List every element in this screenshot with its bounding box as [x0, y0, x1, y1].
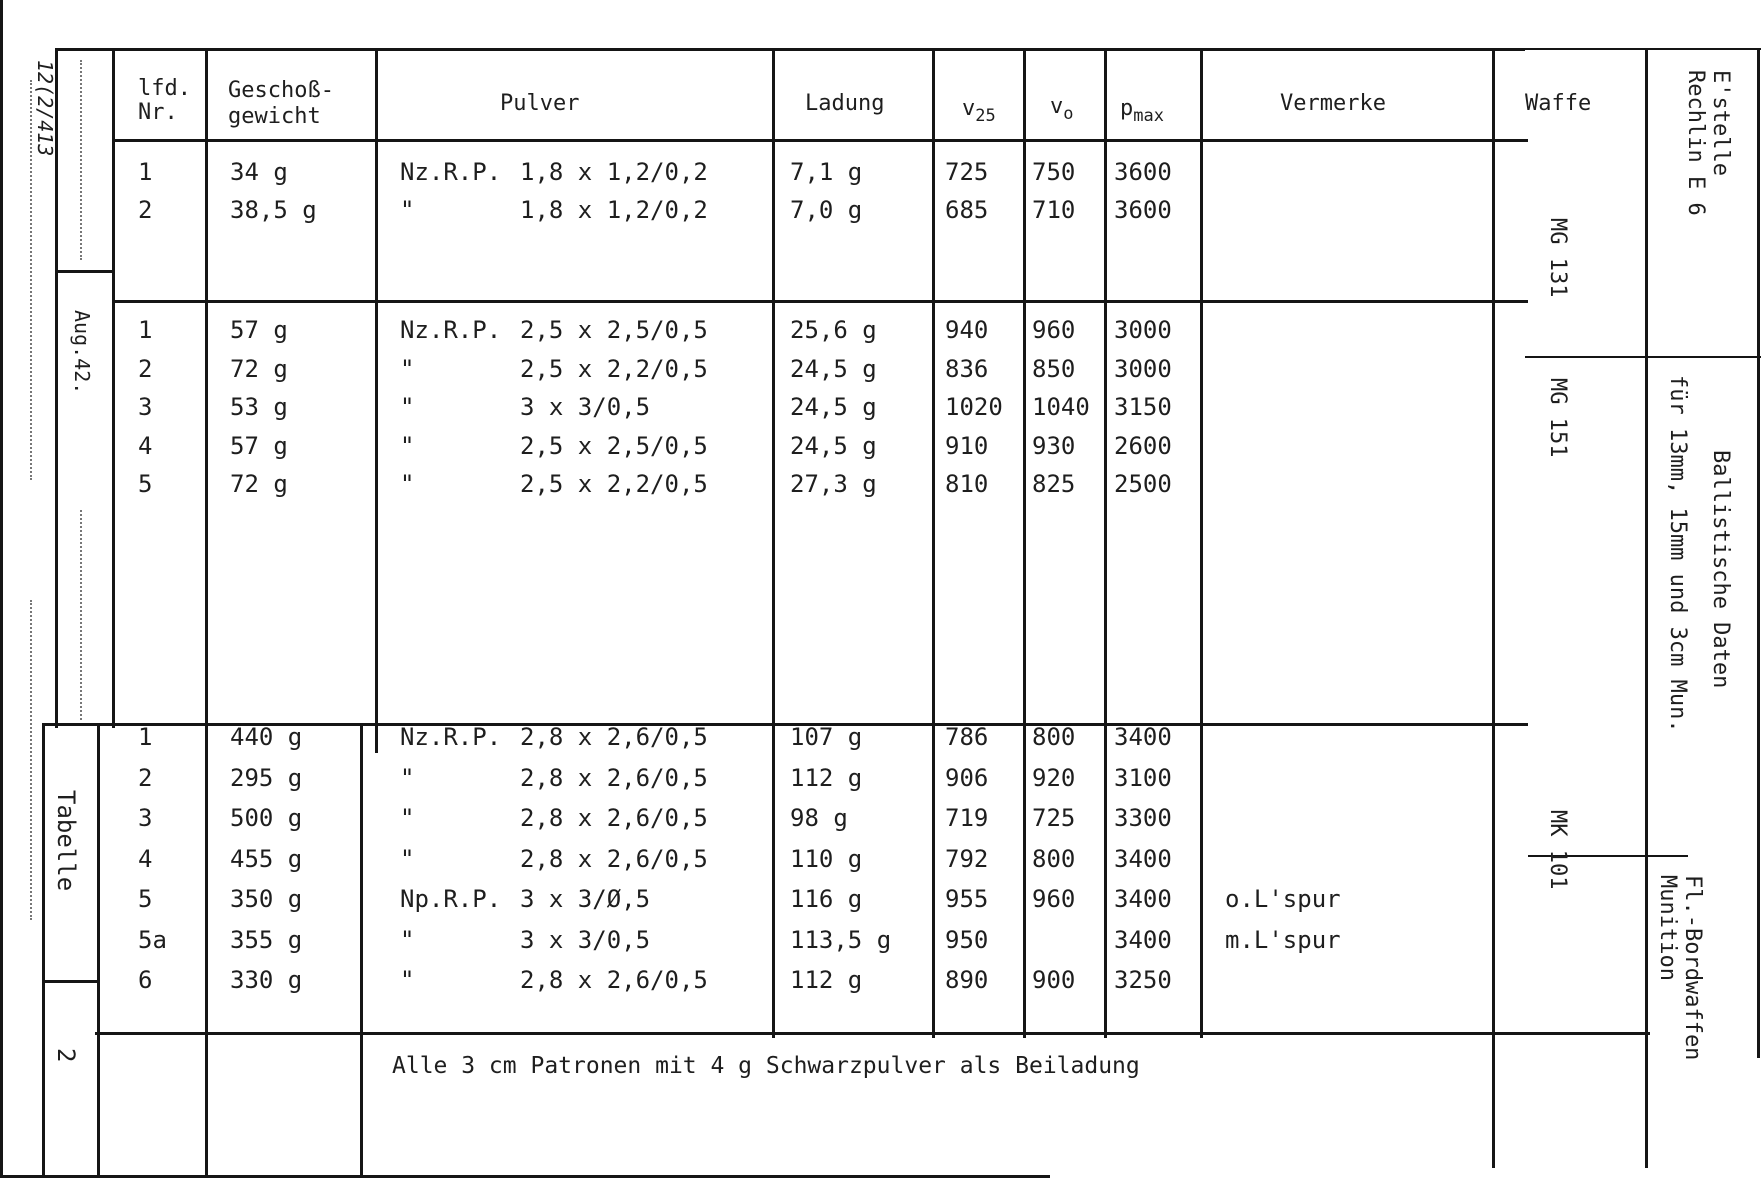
cell-pulver-dim: 3 x 3/0,5	[520, 925, 651, 954]
footnote: Alle 3 cm Patronen mit 4 g Schwarzpulver als Beiladung	[392, 1053, 1140, 1079]
cell-pulver-type: "	[400, 431, 415, 460]
cell-ladung: 112 g	[790, 763, 863, 792]
cell-pulver-type: "	[400, 844, 415, 873]
cell-ladung: 7,0 g	[790, 196, 863, 224]
weapon-label-mg151: MG 151	[1545, 378, 1570, 458]
cell-v25: 940	[945, 316, 989, 344]
title-munition: Munition	[1655, 875, 1680, 981]
cell-nr: 4	[138, 844, 153, 873]
cell-vo: 800	[1032, 723, 1076, 751]
header-pmax: $p_{max}$	[1120, 96, 1164, 126]
cell-vo: 825	[1032, 470, 1076, 498]
cell-pulver-type: "	[400, 804, 415, 832]
margin-number: 2	[52, 1048, 80, 1063]
weapon-label-mk101: MK 101	[1545, 810, 1570, 890]
title-ballistische-daten: Ballistische Daten	[1708, 450, 1733, 689]
cell-ladung: 7,1 g	[790, 158, 863, 186]
cell-vo: 750	[1032, 158, 1076, 186]
cell-v25: 725	[945, 158, 989, 186]
cell-ladung: 24,5 g	[790, 431, 877, 460]
header-pulver: Pulver	[500, 91, 580, 116]
cell-ladung: 25,6 g	[790, 316, 877, 344]
cell-pmax: 3250	[1114, 966, 1172, 994]
cell-pmax: 2500	[1114, 470, 1172, 498]
cell-ladung: 107 g	[790, 723, 863, 751]
cell-vo: 960	[1032, 885, 1076, 913]
cell-v25: 792	[945, 844, 989, 873]
weapon-label-mg131: MG 131	[1545, 218, 1570, 298]
cell-v25: 906	[945, 763, 989, 792]
cell-v25: 910	[945, 431, 989, 460]
cell-gewicht: 57 g	[230, 431, 288, 460]
header-ladung: Ladung	[805, 91, 885, 116]
cell-pmax: 3000	[1114, 316, 1172, 344]
cell-vo: 725	[1032, 804, 1076, 832]
cell-ladung: 24,5 g	[790, 393, 877, 421]
header-v25: $v_{25}$	[962, 96, 996, 126]
cell-pmax: 3400	[1114, 723, 1172, 751]
cell-gewicht: 440 g	[230, 723, 303, 751]
cell-ladung: 113,5 g	[790, 925, 892, 954]
cell-ladung: 110 g	[790, 844, 863, 873]
cell-v25: 719	[945, 804, 989, 832]
margin-date: Aug.42.	[70, 310, 94, 395]
cell-pmax: 3100	[1114, 763, 1172, 792]
cell-pulver-type: "	[400, 196, 415, 224]
cell-nr: 5a	[138, 925, 167, 954]
cell-v25: 810	[945, 470, 989, 498]
cell-pmax: 2600	[1114, 431, 1172, 460]
cell-gewicht: 53 g	[230, 393, 288, 421]
cell-pulver-type: "	[400, 966, 415, 994]
cell-nr: 5	[138, 470, 153, 498]
cell-vermerke: o.L'spur	[1225, 885, 1341, 913]
cell-vo: 800	[1032, 844, 1076, 873]
cell-gewicht: 72 g	[230, 354, 288, 383]
cell-nr: 2	[138, 196, 153, 224]
header-vermerke: Vermerke	[1280, 91, 1386, 116]
cell-gewicht: 34 g	[230, 158, 288, 186]
cell-pulver-dim: 2,8 x 2,6/0,5	[520, 966, 708, 994]
header-waffe: Waffe	[1525, 91, 1592, 116]
header-geschoss-1: Geschoß-	[228, 78, 334, 103]
header-vo: $v_o$	[1050, 94, 1074, 124]
cell-pmax: 3400	[1114, 885, 1172, 913]
header-lfd: lfd.	[138, 76, 191, 101]
cell-gewicht: 350 g	[230, 885, 303, 913]
cell-pulver-type: "	[400, 763, 415, 792]
cell-ladung: 112 g	[790, 966, 863, 994]
cell-pulver-dim: 1,8 x 1,2/0,2	[520, 158, 708, 186]
cell-pmax: 3400	[1114, 925, 1172, 954]
cell-pulver-dim: 2,8 x 2,6/0,5	[520, 763, 708, 792]
cell-vo: 1040	[1032, 393, 1090, 421]
title-bordwaffen: Fl.-Bordwaffen	[1680, 875, 1705, 1061]
cell-ladung: 24,5 g	[790, 354, 877, 383]
cell-pulver-type: "	[400, 393, 415, 421]
cell-vo: 960	[1032, 316, 1076, 344]
cell-pulver-dim: 2,8 x 2,6/0,5	[520, 804, 708, 832]
cell-pmax: 3400	[1114, 844, 1172, 873]
cell-nr: 3	[138, 393, 153, 421]
cell-gewicht: 295 g	[230, 763, 303, 792]
cell-pulver-type: Nz.R.P.	[400, 723, 502, 751]
cell-pulver-dim: 2,8 x 2,6/0,5	[520, 844, 708, 873]
cell-pmax: 3000	[1114, 354, 1172, 383]
cell-pulver-type: "	[400, 470, 415, 498]
cell-vo: 710	[1032, 196, 1076, 224]
title-estelle: E'stelle	[1708, 70, 1733, 176]
cell-pulver-dim: 2,5 x 2,2/0,5	[520, 354, 708, 383]
cell-pulver-type: "	[400, 925, 415, 954]
cell-pulver-dim: 2,5 x 2,5/0,5	[520, 431, 708, 460]
cell-pmax: 3600	[1114, 196, 1172, 224]
margin-ref: 12(2/413	[33, 60, 57, 157]
cell-nr: 1	[138, 316, 153, 344]
cell-gewicht: 38,5 g	[230, 196, 317, 224]
cell-v25: 950	[945, 925, 989, 954]
cell-ladung: 98 g	[790, 804, 848, 832]
cell-gewicht: 500 g	[230, 804, 303, 832]
cell-nr: 2	[138, 763, 153, 792]
cell-nr: 5	[138, 885, 153, 913]
cell-pulver-dim: 2,5 x 2,5/0,5	[520, 316, 708, 344]
cell-ladung: 116 g	[790, 885, 863, 913]
cell-pulver-type: Np.R.P.	[400, 885, 502, 913]
cell-vo: 900	[1032, 966, 1076, 994]
cell-v25: 1020	[945, 393, 1003, 421]
cell-pmax: 3300	[1114, 804, 1172, 832]
cell-v25: 685	[945, 196, 989, 224]
cell-nr: 4	[138, 431, 153, 460]
cell-pulver-dim: 3 x 3/Ø,5	[520, 885, 651, 913]
cell-pulver-type: "	[400, 354, 415, 383]
header-nr: Nr.	[138, 100, 178, 125]
cell-nr: 1	[138, 158, 153, 186]
cell-pulver-dim: 1,8 x 1,2/0,2	[520, 196, 708, 224]
cell-pulver-type: Nz.R.P.	[400, 316, 502, 344]
cell-gewicht: 57 g	[230, 316, 288, 344]
title-rechlin: Rechlin E 6	[1683, 70, 1708, 216]
cell-nr: 3	[138, 804, 153, 832]
margin-tabelle: Tabelle	[52, 790, 80, 892]
cell-v25: 836	[945, 354, 989, 383]
header-geschoss-2: gewicht	[228, 104, 321, 129]
cell-pulver-type: Nz.R.P.	[400, 158, 502, 186]
title-calibers: für 13mm, 15mm und 3cm Mun.	[1665, 375, 1690, 733]
cell-pulver-dim: 2,8 x 2,6/0,5	[520, 723, 708, 751]
cell-vo: 850	[1032, 354, 1076, 383]
cell-gewicht: 330 g	[230, 966, 303, 994]
cell-nr: 2	[138, 354, 153, 383]
cell-pulver-dim: 3 x 3/0,5	[520, 393, 651, 421]
cell-nr: 6	[138, 966, 153, 994]
cell-gewicht: 455 g	[230, 844, 303, 873]
cell-ladung: 27,3 g	[790, 470, 877, 498]
cell-pmax: 3600	[1114, 158, 1172, 186]
cell-nr: 1	[138, 723, 153, 751]
cell-pulver-dim: 2,5 x 2,2/0,5	[520, 470, 708, 498]
cell-vo: 930	[1032, 431, 1076, 460]
cell-pmax: 3150	[1114, 393, 1172, 421]
cell-gewicht: 355 g	[230, 925, 303, 954]
cell-v25: 890	[945, 966, 989, 994]
cell-vermerke: m.L'spur	[1225, 925, 1341, 954]
cell-vo: 920	[1032, 763, 1076, 792]
cell-gewicht: 72 g	[230, 470, 288, 498]
cell-v25: 955	[945, 885, 989, 913]
cell-v25: 786	[945, 723, 989, 751]
